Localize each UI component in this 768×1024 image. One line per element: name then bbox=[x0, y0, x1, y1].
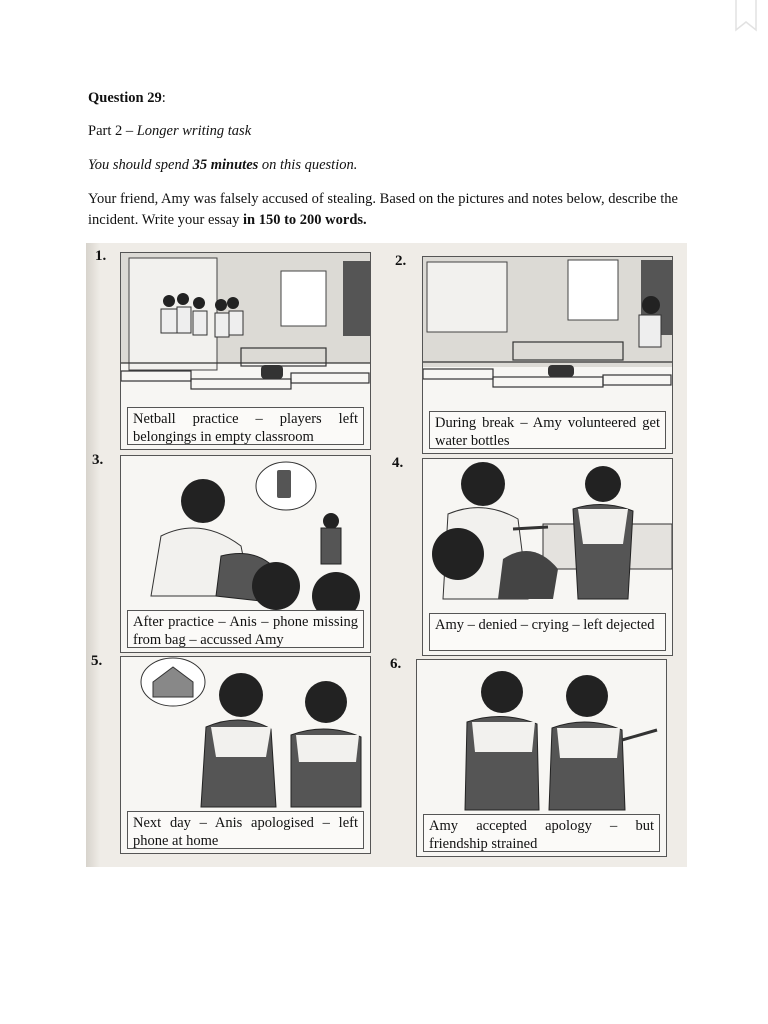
panel-4-caption: Amy – denied – crying – left dejected bbox=[429, 613, 666, 651]
panel-1 bbox=[120, 252, 371, 450]
task-description: Your friend, Amy was falsely accused of stealing. Based on the pictures and notes below, describe the incident. Write your essay in 150 to 200 words. bbox=[88, 191, 678, 228]
panel-4-number: 4. bbox=[392, 455, 404, 471]
picture-sequence-image bbox=[86, 243, 687, 867]
panel-6-caption: Amy accepted apology – but friendship strained bbox=[423, 814, 660, 852]
bookmark-icon[interactable] bbox=[733, 0, 759, 32]
question-heading: Question 29: bbox=[88, 90, 166, 106]
panel-2-caption: During break – Amy volunteered get water bottles bbox=[429, 411, 666, 449]
panel-3-caption: After practice – Anis – phone missing from bag – accussed Amy bbox=[127, 610, 364, 648]
panel-1-number: 1. bbox=[95, 248, 107, 264]
panel-1-caption: Netball practice – players left belongings in empty classroom bbox=[127, 407, 364, 445]
part-title: Part 2 – Longer writing task bbox=[88, 123, 252, 139]
panel-6 bbox=[416, 659, 667, 857]
panel-3-number: 3. bbox=[92, 452, 104, 468]
time-instruction: You should spend 35 minutes on this question. bbox=[88, 157, 358, 173]
panel-4 bbox=[422, 458, 673, 656]
panel-5-number: 5. bbox=[91, 653, 103, 669]
panel-5 bbox=[120, 656, 371, 854]
panel-6-number: 6. bbox=[390, 656, 402, 672]
panel-3 bbox=[120, 455, 371, 653]
panel-2 bbox=[422, 256, 673, 454]
panel-5-caption: Next day – Anis apologised – left phone at home bbox=[127, 811, 364, 849]
panel-2-number: 2. bbox=[395, 253, 407, 269]
